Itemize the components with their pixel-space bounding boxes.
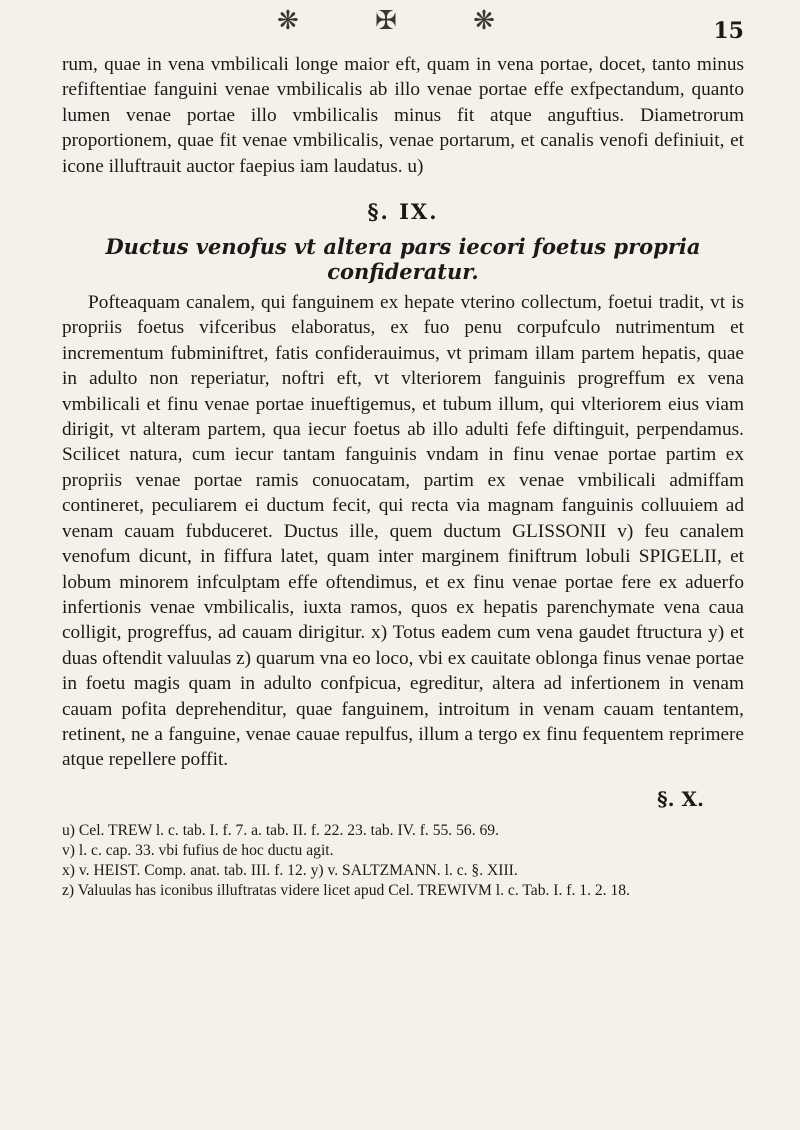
footnote-u: u) Cel. TREW l. c. tab. I. f. 7. a. tab. II. f. 22. 23. tab. IV. f. 55. 56. 69. xyxy=(62,821,499,839)
page-number: 15 xyxy=(713,18,744,44)
intro-paragraph: rum, quae in vena vmbilicali longe maior eft, quam in vena portae, docet, tanto minus refiftentiae fanguini venae vmbilicalis ab illo venae portae effe exfpectandum, quanto lumen venae portae illo vmbilicalis minus fit atque anguftius. Diametrorum proportionem, quae fit venae vmbilicalis, venae portarum, et canalis venofi definiuit, et icone illuftrauit auctor faepius iam laudatus. u) xyxy=(62,54,744,177)
section-heading: Ductus venofus vt altera pars iecori foetus propria confideratur. xyxy=(105,234,701,285)
footnote-x-y: x) v. HEIST. Comp. anat. tab. III. f. 12. y) v. SALTZMANN. l. c. §. XIII. xyxy=(62,861,518,879)
footnote-z: z) Valuulas has iconibus illuftratas videre licet apud Cel. TREWIVM l. c. Tab. I. f. 1. 2. 18. xyxy=(62,881,630,899)
header-ornaments: ❋ ✠ ❋ xyxy=(277,6,529,36)
footnotes xyxy=(62,821,744,901)
page-header xyxy=(62,0,744,52)
section-paragraph: Pofteaquam canalem, qui fanguinem ex hepate vterino collectum, foetui tradit, vt is propriis foetus vifceribus elaboratus, ex fuo penu corpufculo nutrimentum et incrementum fubminiftret, fatis confiderauimus, vt primam illam partem hepatis, quae in adulto non reperiatur, noftri eft, vt vlteriorem fanguinis progreffum ex vena vmbilicali et finu venae portae inueftigemus, et tubum illum, qui vlteriorem eius viam dirigit, vt alteram partem, qua iecur foetus ab illo adulti fefe diftinguit, perpendamus. Scilicet natura, cum iecur tantam fanguinis vndam in finu venae portae partim ex propriis venae portae ramis conuocatam, partim ex venae vmbilicali admiffam contineret, peculiarem ei ductum fecit, qui recta via magnam fanguinis colluuiem ad venam cauam fubduceret. Ductus ille, quem ductum GLISSONII v) feu canalem venofum dicunt, in fiffura latet, quam inter marginem finiftrum lobuli SPIGELII, et lobum minorem infculptam effe oftendimus, et ex finu venae portae fere ex aduerfo infertionis venae vmbilicalis, iuxta ramos, quos ex hepatis parenchymate vena caua colligit, progreffus, ad cauam dirigitur. x) Totus eadem cum vena gaudet ftructura y) et duas oftendit valuulas z) quarum vna eo loco, vbi ex cauitate oblonga finus venae portae in foetu magis quam in adulto confpicua, egreditur, altera ad infertionem in venam cauam pofita deprehenditur, quae fanguinem, introitum in venam cauam tentantem, retinent, ne a fanguine, venae cauae repulfus, illum a tergo ex finu fequentem reprimere atque repellere poffit. xyxy=(62,292,744,771)
footnote-v: v) l. c. cap. 33. vbi fufius de hoc ductu agit. xyxy=(62,841,334,859)
section-mark: §. IX. xyxy=(367,199,439,225)
next-section-mark: §. X. xyxy=(657,786,704,811)
